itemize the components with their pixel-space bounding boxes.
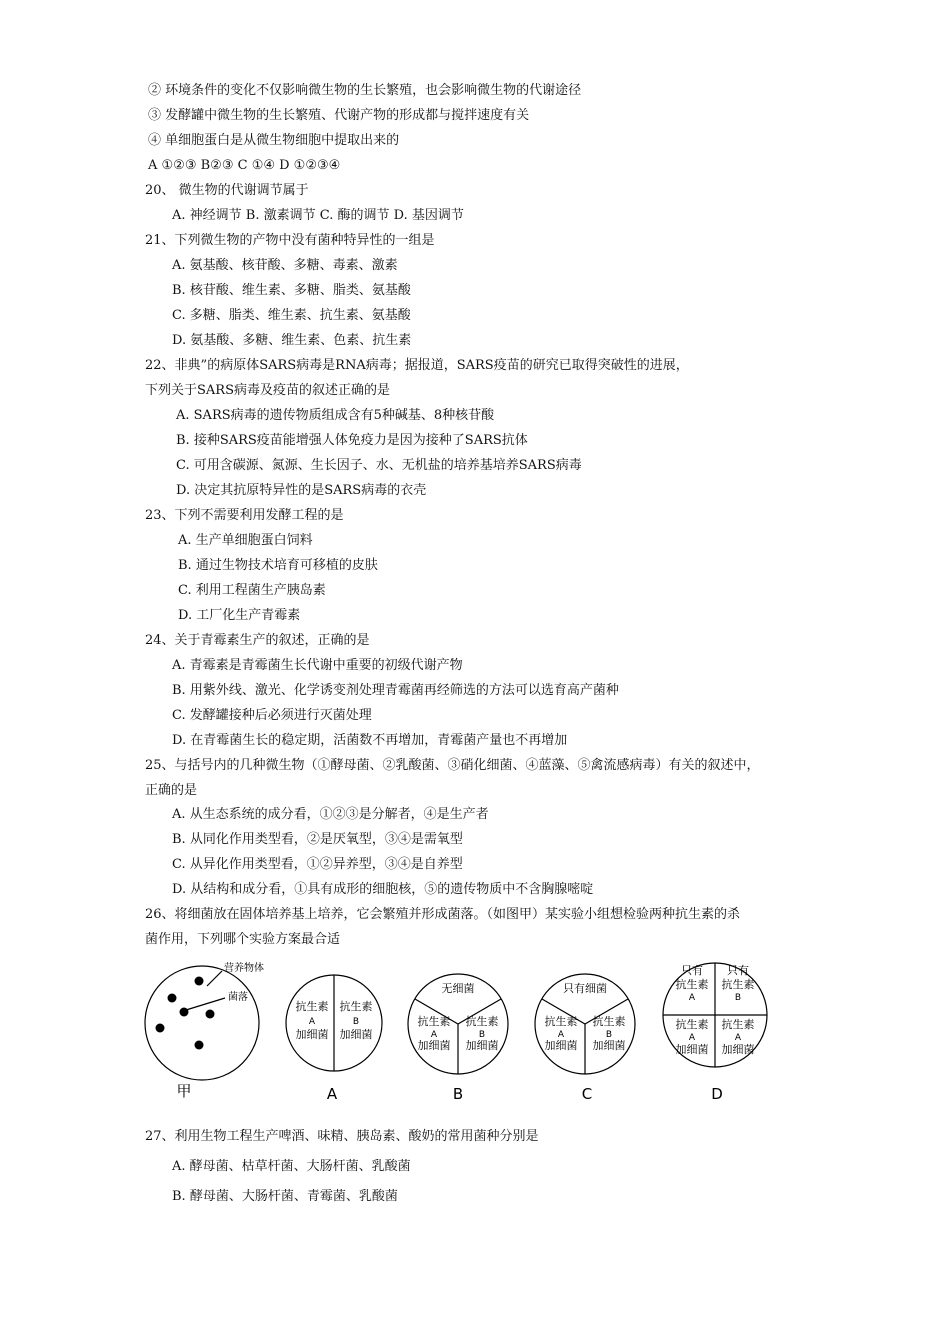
colony-dot <box>156 1024 165 1033</box>
c-left-text-2: A <box>557 1030 565 1040</box>
a-right-text-1: 抗生素 <box>339 1000 373 1013</box>
caption-jia: 甲 <box>176 1082 192 1100</box>
b-right-text-3: 加细菌 <box>465 1039 499 1052</box>
d-bl-text-1: 抗生素 <box>675 1018 709 1031</box>
q22-stem-2: 下列关于SARS病毒及疫苗的叙述正确的是 <box>145 383 390 398</box>
statement-3: ③ 发酵罐中微生物的生长繁殖、代谢产物的形成都与搅拌速度有关 <box>148 108 530 123</box>
q24-option-b: B. 用紫外线、激光、化学诱变剂处理青霉菌再经筛选的方法可以选育高产菌种 <box>172 683 619 698</box>
b-right-text-2: B <box>478 1030 486 1040</box>
q23-option-a: A. 生产单细胞蛋白饲料 <box>178 533 313 548</box>
b-right-text-1: 抗生素 <box>465 1015 499 1028</box>
q23-stem: 23、下列不需要利用发酵工程的是 <box>145 508 344 523</box>
q24-option-a: A. 青霉素是青霉菌生长代谢中重要的初级代谢产物 <box>172 658 463 673</box>
q21-stem: 21、下列微生物的产物中没有菌种特异性的一组是 <box>145 233 435 248</box>
d-tl-text-2: 抗生素 <box>675 978 709 991</box>
a-right-text-2: B <box>352 1017 360 1027</box>
a-left-text-1: 抗生素 <box>295 1000 329 1013</box>
q24-option-d: D. 在青霉菌生长的稳定期，活菌数不再增加，青霉菌产量也不再增加 <box>172 733 568 748</box>
colony-dot <box>180 1008 189 1017</box>
b-left-text-1: 抗生素 <box>417 1015 451 1028</box>
statement-4: ④ 单细胞蛋白是从微生物细胞中提取出来的 <box>148 133 400 148</box>
a-right-text-3: 加细菌 <box>339 1028 373 1041</box>
q21-option-d: D. 氨基酸、多糖、维生素、色素、抗生素 <box>172 333 412 348</box>
q24-stem: 24、关于青霉素生产的叙述，正确的是 <box>145 633 370 648</box>
c-left-text-1: 抗生素 <box>544 1015 578 1028</box>
colony-dot <box>195 977 204 986</box>
q26-stem-2: 菌作用，下列哪个实验方案最合适 <box>145 932 341 947</box>
d-br-text-1: 抗生素 <box>721 1018 755 1031</box>
q27-option-a: A. 酵母菌、枯草杆菌、大肠杆菌、乳酸菌 <box>172 1159 411 1174</box>
q25-option-c: C. 从异化作用类型看，①②异养型，③④是自养型 <box>172 857 463 872</box>
b-left-text-3: 加细菌 <box>417 1039 451 1052</box>
q22-option-c: C. 可用含碳源、氮源、生长因子、水、无机盐的培养基培养SARS病毒 <box>176 458 582 473</box>
d-bl-text-2: A <box>688 1033 696 1043</box>
petri-dish-diagrams <box>140 958 780 1108</box>
q21-option-b: B. 核苷酸、维生素、多糖、脂类、氨基酸 <box>172 283 411 298</box>
colony-dot <box>206 1010 215 1019</box>
q25-stem-2: 正确的是 <box>145 783 198 798</box>
d-tl-text-3: A <box>688 993 696 1003</box>
q21-option-c: C. 多糖、脂类、维生素、抗生素、氨基酸 <box>172 308 411 323</box>
q22-option-b: B. 接种SARS疫苗能增强人体免疫力是因为接种了SARS抗体 <box>176 433 528 448</box>
q25-stem: 25、与括号内的几种微生物（①酵母菌、②乳酸菌、③硝化细菌、④蓝藻、⑤禽流感病毒）有关的叙述中， <box>145 758 760 773</box>
c-right-text-1: 抗生素 <box>592 1015 626 1028</box>
caption-a: A <box>326 1085 338 1103</box>
label-nutrient: 营养物体 <box>224 963 264 974</box>
a-left-text-2: A <box>308 1017 316 1027</box>
label-colony: 菌落 <box>228 992 248 1003</box>
q27-option-b: B. 酵母菌、大肠杆菌、青霉菌、乳酸菌 <box>172 1189 398 1204</box>
q22-option-d: D. 决定其抗原特异性的是SARS病毒的衣壳 <box>176 483 427 498</box>
caption-b: B <box>452 1085 464 1103</box>
d-bl-text-3: 加细菌 <box>675 1043 709 1056</box>
q20-stem: 20、 微生物的代谢调节属于 <box>145 183 309 198</box>
b-top-text: 无细菌 <box>441 982 475 995</box>
a-left-text-3: 加细菌 <box>295 1028 329 1041</box>
q20-options: A. 神经调节 B. 激素调节 C. 酶的调节 D. 基因调节 <box>172 208 464 223</box>
q23-option-d: D. 工厂化生产青霉素 <box>178 608 301 623</box>
q23-option-b: B. 通过生物技术培育可移植的皮肤 <box>178 558 378 573</box>
d-tl-text-1: 只有 <box>681 964 703 977</box>
q19-options: A ①②③ B②③ C ①④ D ①②③④ <box>148 158 341 173</box>
q24-option-c: C. 发酵罐接种后必须进行灭菌处理 <box>172 708 372 723</box>
c-top-text: 只有细菌 <box>563 982 607 995</box>
q22-option-a: A. SARS病毒的遗传物质组成含有5种碱基、8种核苷酸 <box>176 408 495 423</box>
q25-option-a: A. 从生态系统的成分看，①②③是分解者，④是生产者 <box>172 807 489 822</box>
q26-figure <box>140 958 780 1108</box>
q26-stem: 26、将细菌放在固体培养基上培养，它会繁殖并形成菌落。（如图甲）某实验小组想检验两种抗生素的杀 <box>145 907 741 922</box>
c-right-text-2: B <box>605 1030 613 1040</box>
q25-option-b: B. 从同化作用类型看，②是厌氧型，③④是需氧型 <box>172 832 463 847</box>
c-left-text-3: 加细菌 <box>544 1039 578 1052</box>
q21-option-a: A. 氨基酸、核苷酸、多糖、毒素、激素 <box>172 258 398 273</box>
d-br-text-3: 加细菌 <box>721 1043 755 1056</box>
b-left-text-2: A <box>430 1030 438 1040</box>
statement-2: ② 环境条件的变化不仅影响微生物的生长繁殖，也会影响微生物的代谢途径 <box>148 83 582 98</box>
caption-c: C <box>581 1085 593 1103</box>
c-right-text-3: 加细菌 <box>592 1039 626 1052</box>
q22-stem: 22、非典”的病原体SARS病毒是RNA病毒；据报道，SARS疫苗的研究已取得突破性的进展， <box>145 358 689 373</box>
d-br-text-2: A <box>734 1033 742 1043</box>
d-tr-text-1: 只有 <box>727 964 749 977</box>
colony-dot <box>195 1041 204 1050</box>
q27-stem: 27、利用生物工程生产啤酒、味精、胰岛素、酸奶的常用菌种分别是 <box>145 1129 539 1144</box>
q23-option-c: C. 利用工程菌生产胰岛素 <box>178 583 326 598</box>
q25-option-d: D. 从结构和成分看，①具有成形的细胞核，⑤的遗传物质中不含胸腺嘧啶 <box>172 882 594 897</box>
d-tr-text-2: 抗生素 <box>721 978 755 991</box>
d-tr-text-3: B <box>734 993 742 1003</box>
caption-d: D <box>711 1085 723 1103</box>
colony-dot <box>168 994 177 1003</box>
